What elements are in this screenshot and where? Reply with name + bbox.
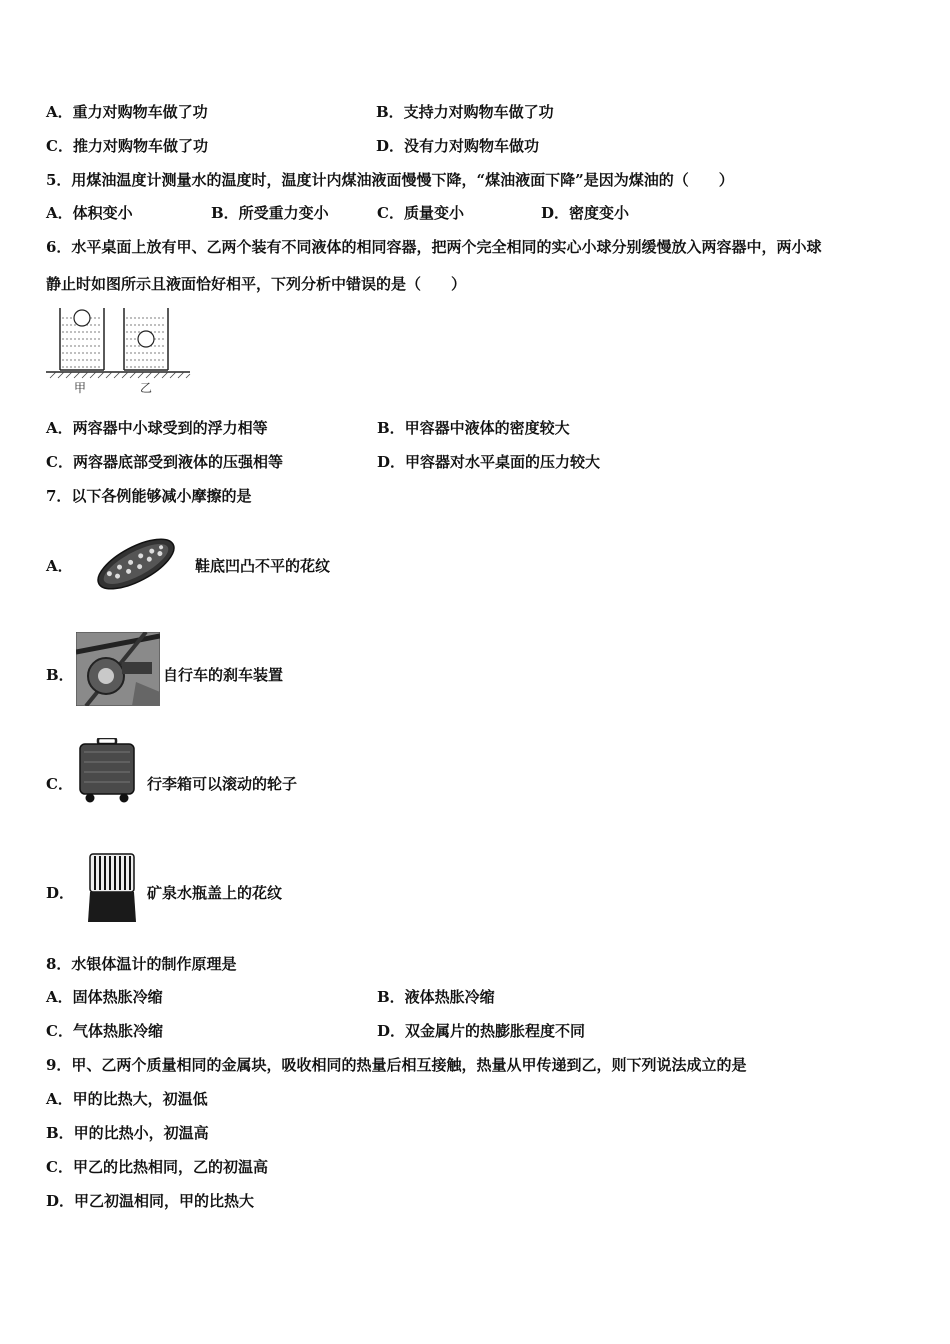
q8-option-d: D．双金属片的热膨胀程度不同 <box>377 1022 586 1040</box>
q7-option-b-letter: B． <box>46 666 74 684</box>
q9-option-b: B．甲的比热小，初温高 <box>46 1124 209 1142</box>
q7-option-b-text: 自行车的刹车装置 <box>163 666 284 684</box>
q9-option-a: A．甲的比热大，初温低 <box>46 1090 208 1108</box>
q7-option-c-text: 行李箱可以滚动的轮子 <box>147 775 298 793</box>
q8-option-a: A．固体热胀冷缩 <box>46 988 163 1006</box>
bottle-cap-image <box>86 852 138 922</box>
container-jia <box>60 308 104 370</box>
q5-option-d: D．密度变小 <box>541 204 630 222</box>
q6-option-b: B．甲容器中液体的密度较大 <box>377 419 570 437</box>
q7-option-a-letter: A． <box>46 557 73 575</box>
q4-option-c: C．推力对购物车做了功 <box>46 137 208 155</box>
shoe-sole-image <box>90 528 182 600</box>
q6-option-d: D．甲容器对水平桌面的压力较大 <box>377 453 601 471</box>
q5-stem: 5．用煤油温度计测量水的温度时，温度计内煤油液面慢慢下降，“煤油液面下降”是因为煤油的（ ） <box>46 171 734 189</box>
q4-option-b: B．支持力对购物车做了功 <box>376 103 554 121</box>
q6-option-c: C．两容器底部受到液体的压强相等 <box>46 453 283 471</box>
luggage-wheel-right <box>120 794 129 803</box>
container-yi <box>124 308 168 370</box>
q6-containers-figure <box>44 306 194 398</box>
q8-stem: 8．水银体温计的制作原理是 <box>46 955 237 973</box>
q7-option-c-letter: C． <box>46 775 73 793</box>
label-yi: 乙 <box>140 381 153 395</box>
q7-stem: 7．以下各例能够减小摩擦的是 <box>46 487 252 505</box>
q5-option-a: A．体积变小 <box>46 204 133 222</box>
q6-stem-line1: 6．水平桌面上放有甲、乙两个装有不同液体的相同容器，把两个完全相同的实心小球分别缓慢放入两容器中，两小球 <box>46 238 822 256</box>
q4-option-a: A．重力对购物车做了功 <box>46 103 208 121</box>
q6-option-a: A．两容器中小球受到的浮力相等 <box>46 419 268 437</box>
table-surface <box>46 372 190 378</box>
q7-option-d-text: 矿泉水瓶盖上的花纹 <box>147 884 283 902</box>
luggage-wheel-left <box>86 794 95 803</box>
q9-option-d: D．甲乙初温相同，甲的比热大 <box>46 1192 255 1210</box>
label-jia: 甲 <box>74 381 87 395</box>
ball-yi <box>138 331 154 347</box>
q7-option-a-text: 鞋底凹凸不平的花纹 <box>195 557 331 575</box>
q9-option-c: C．甲乙的比热相同，乙的初温高 <box>46 1158 268 1176</box>
q4-option-d: D．没有力对购物车做功 <box>376 137 540 155</box>
q8-option-b: B．液体热胀冷缩 <box>377 988 495 1006</box>
ball-jia <box>74 310 90 326</box>
q5-option-b: B．所受重力变小 <box>211 204 329 222</box>
q7-option-d-letter: D． <box>46 884 75 902</box>
q9-stem: 9．甲、乙两个质量相同的金属块，吸收相同的热量后相互接触，热量从甲传递到乙，则下列说法成立的是 <box>46 1056 747 1074</box>
luggage-image <box>76 738 138 804</box>
q6-stem-line2: 静止时如图所示且液面恰好相平，下列分析中错误的是（ ） <box>46 275 467 293</box>
q8-option-c: C．气体热胀冷缩 <box>46 1022 163 1040</box>
bicycle-brake-image <box>76 632 160 706</box>
q5-option-c: C．质量变小 <box>377 204 464 222</box>
